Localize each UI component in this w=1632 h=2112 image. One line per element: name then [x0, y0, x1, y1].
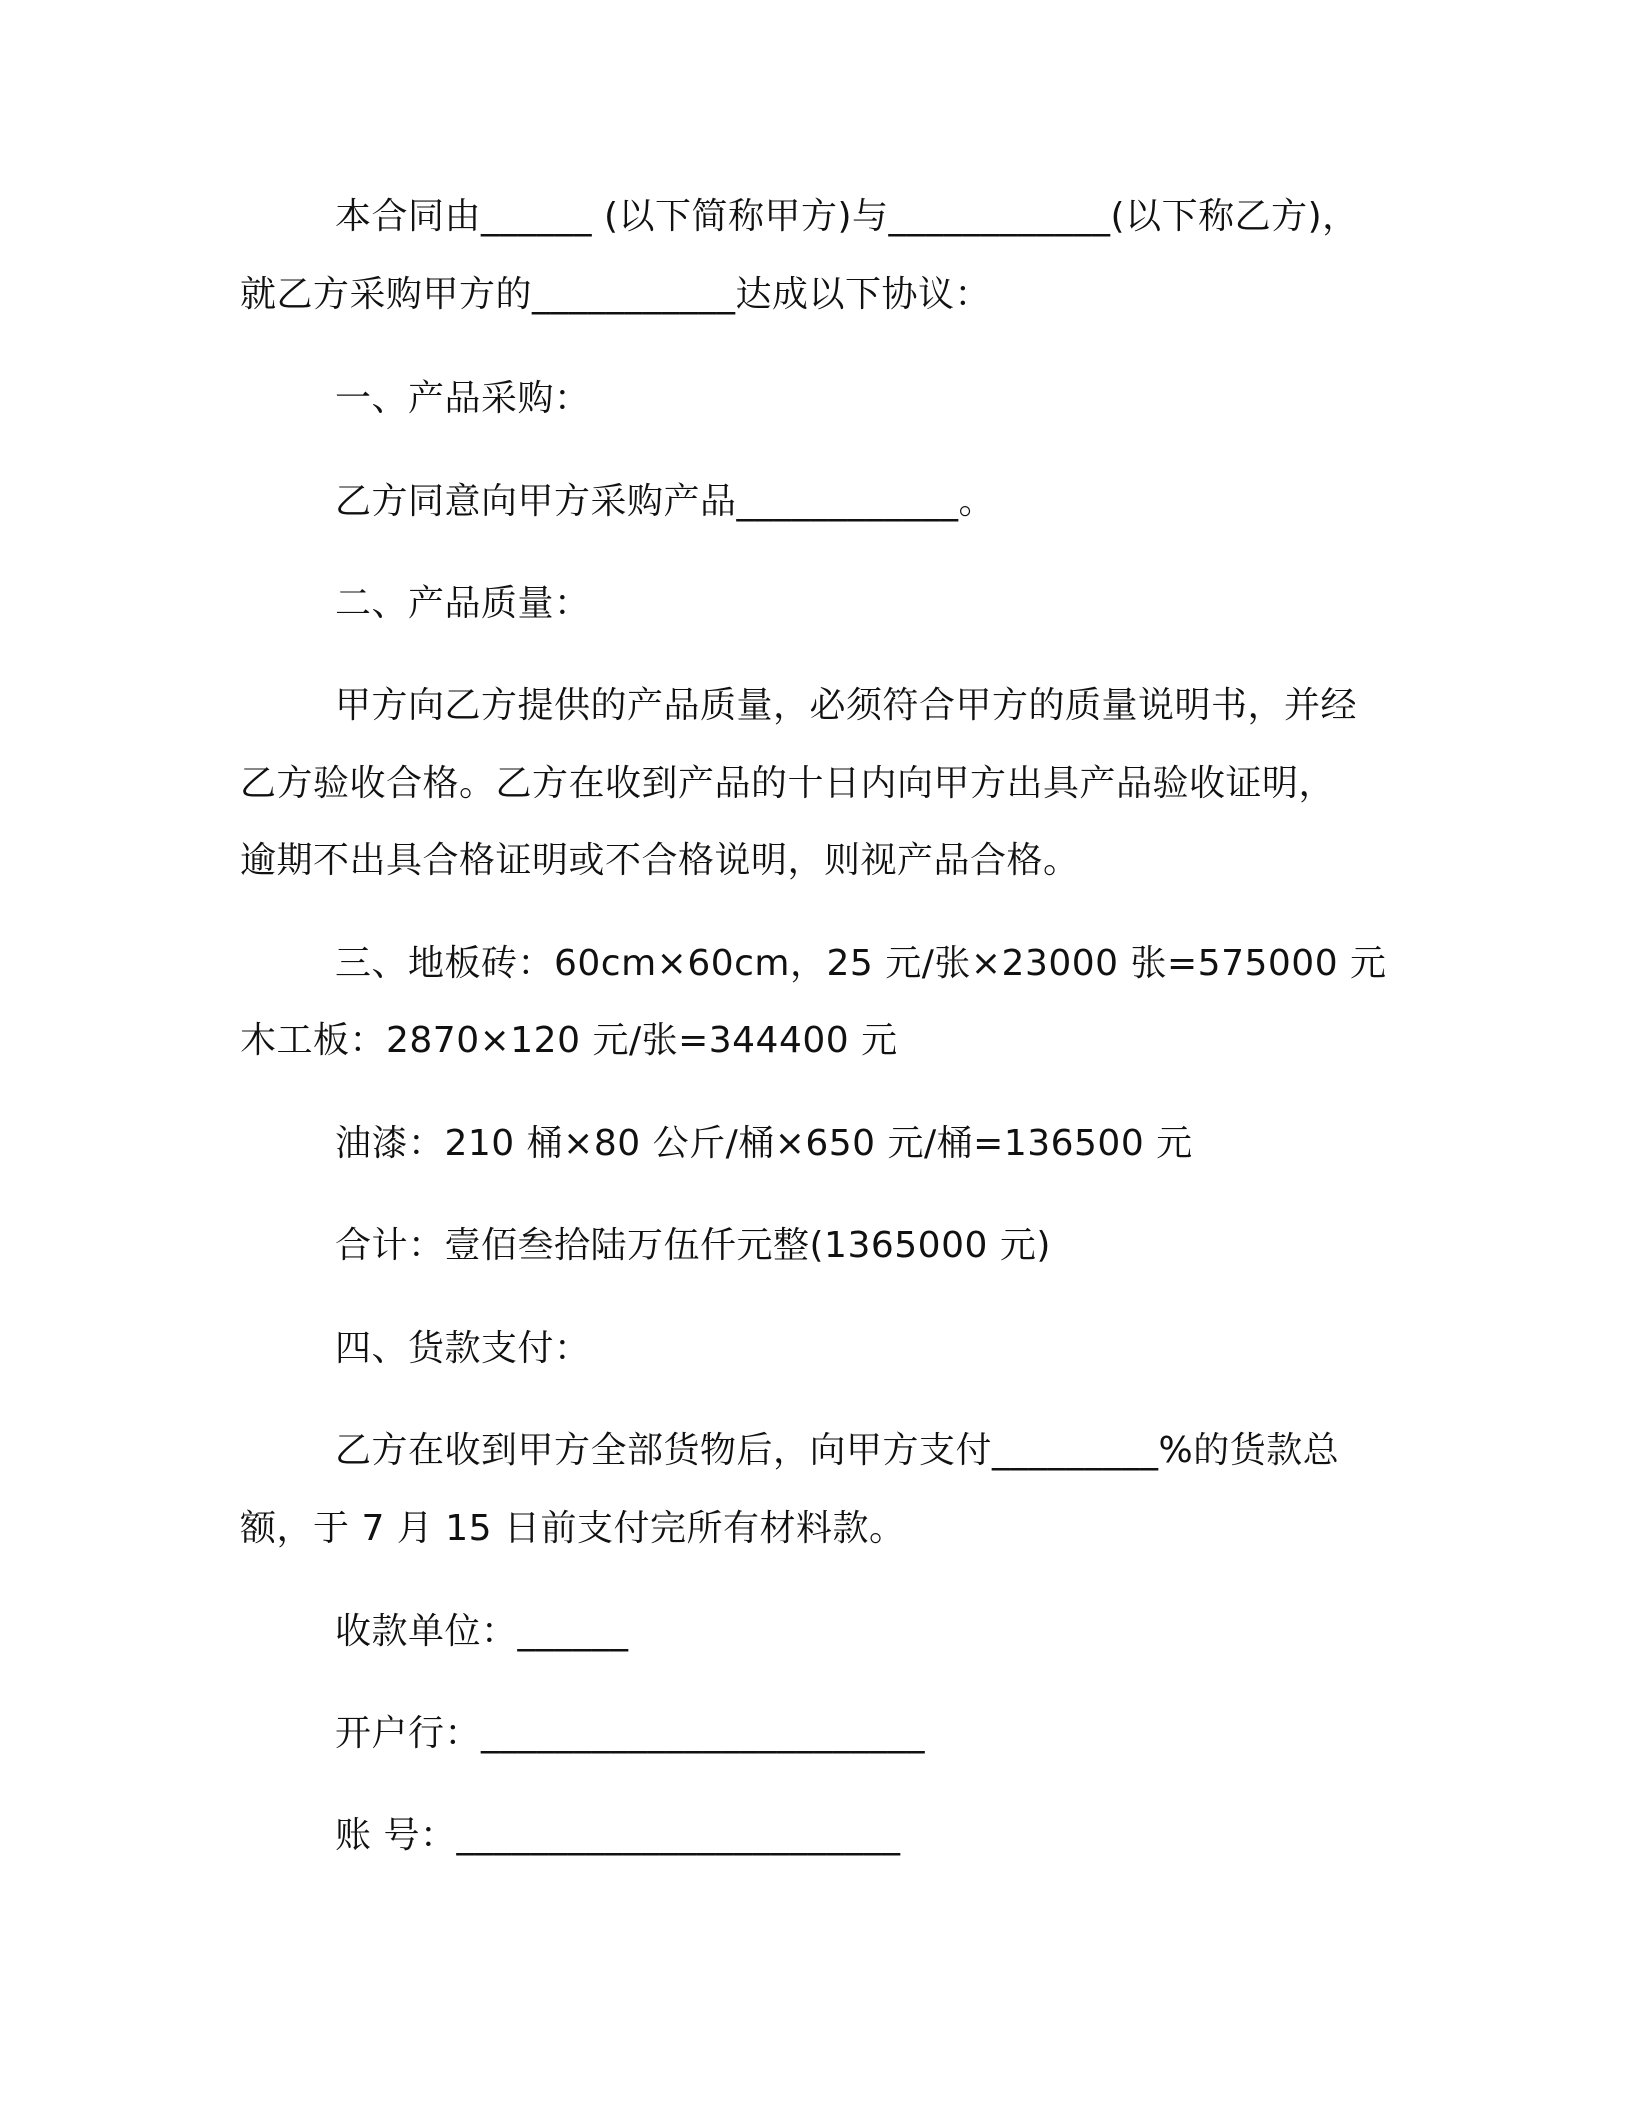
- section-4-heading: 四、货款支付：: [335, 1328, 591, 1369]
- section-3-line-1: 三、地板砖：60cm×60cm，25 元/张×23000 张=575000 元: [335, 943, 1387, 984]
- account-line: 账 号：________________________: [335, 1815, 901, 1856]
- section-2-body-line-1: 甲方向乙方提供的产品质量，必须符合甲方的质量说明书，并经: [335, 685, 1358, 726]
- section-3-line-2: 木工板：2870×120 元/张=344400 元: [240, 1020, 898, 1061]
- section-3-line-3: 油漆：210 桶×80 公斤/桶×650 元/桶=136500 元: [335, 1123, 1193, 1164]
- bank-line: 开户行：________________________: [335, 1713, 926, 1754]
- intro-line-2: 就乙方采购甲方的___________达成以下协议：: [240, 274, 992, 315]
- section-4-body-line-2: 额，于 7 月 15 日前支付完所有材料款。: [240, 1508, 906, 1549]
- section-4-body-line-1: 乙方在收到甲方全部货物后，向甲方支付_________%的货款总: [335, 1430, 1340, 1471]
- section-2-heading: 二、产品质量：: [335, 583, 591, 624]
- payee-line: 收款单位：______: [335, 1611, 629, 1652]
- section-2-body-line-2: 乙方验收合格。乙方在收到产品的十日内向甲方出具产品验收证明，: [240, 763, 1336, 804]
- intro-line-1: 本合同由______ (以下简称甲方)与____________(以下称乙方)，: [335, 196, 1359, 237]
- section-3-total: 合计：壹佰叁拾陆万伍仟元整(1365000 元): [335, 1225, 1051, 1266]
- section-1-heading: 一、产品采购：: [335, 378, 591, 419]
- section-1-body: 乙方同意向甲方采购产品____________。: [335, 481, 996, 522]
- section-2-body-line-3: 逾期不出具合格证明或不合格说明，则视产品合格。: [240, 840, 1080, 881]
